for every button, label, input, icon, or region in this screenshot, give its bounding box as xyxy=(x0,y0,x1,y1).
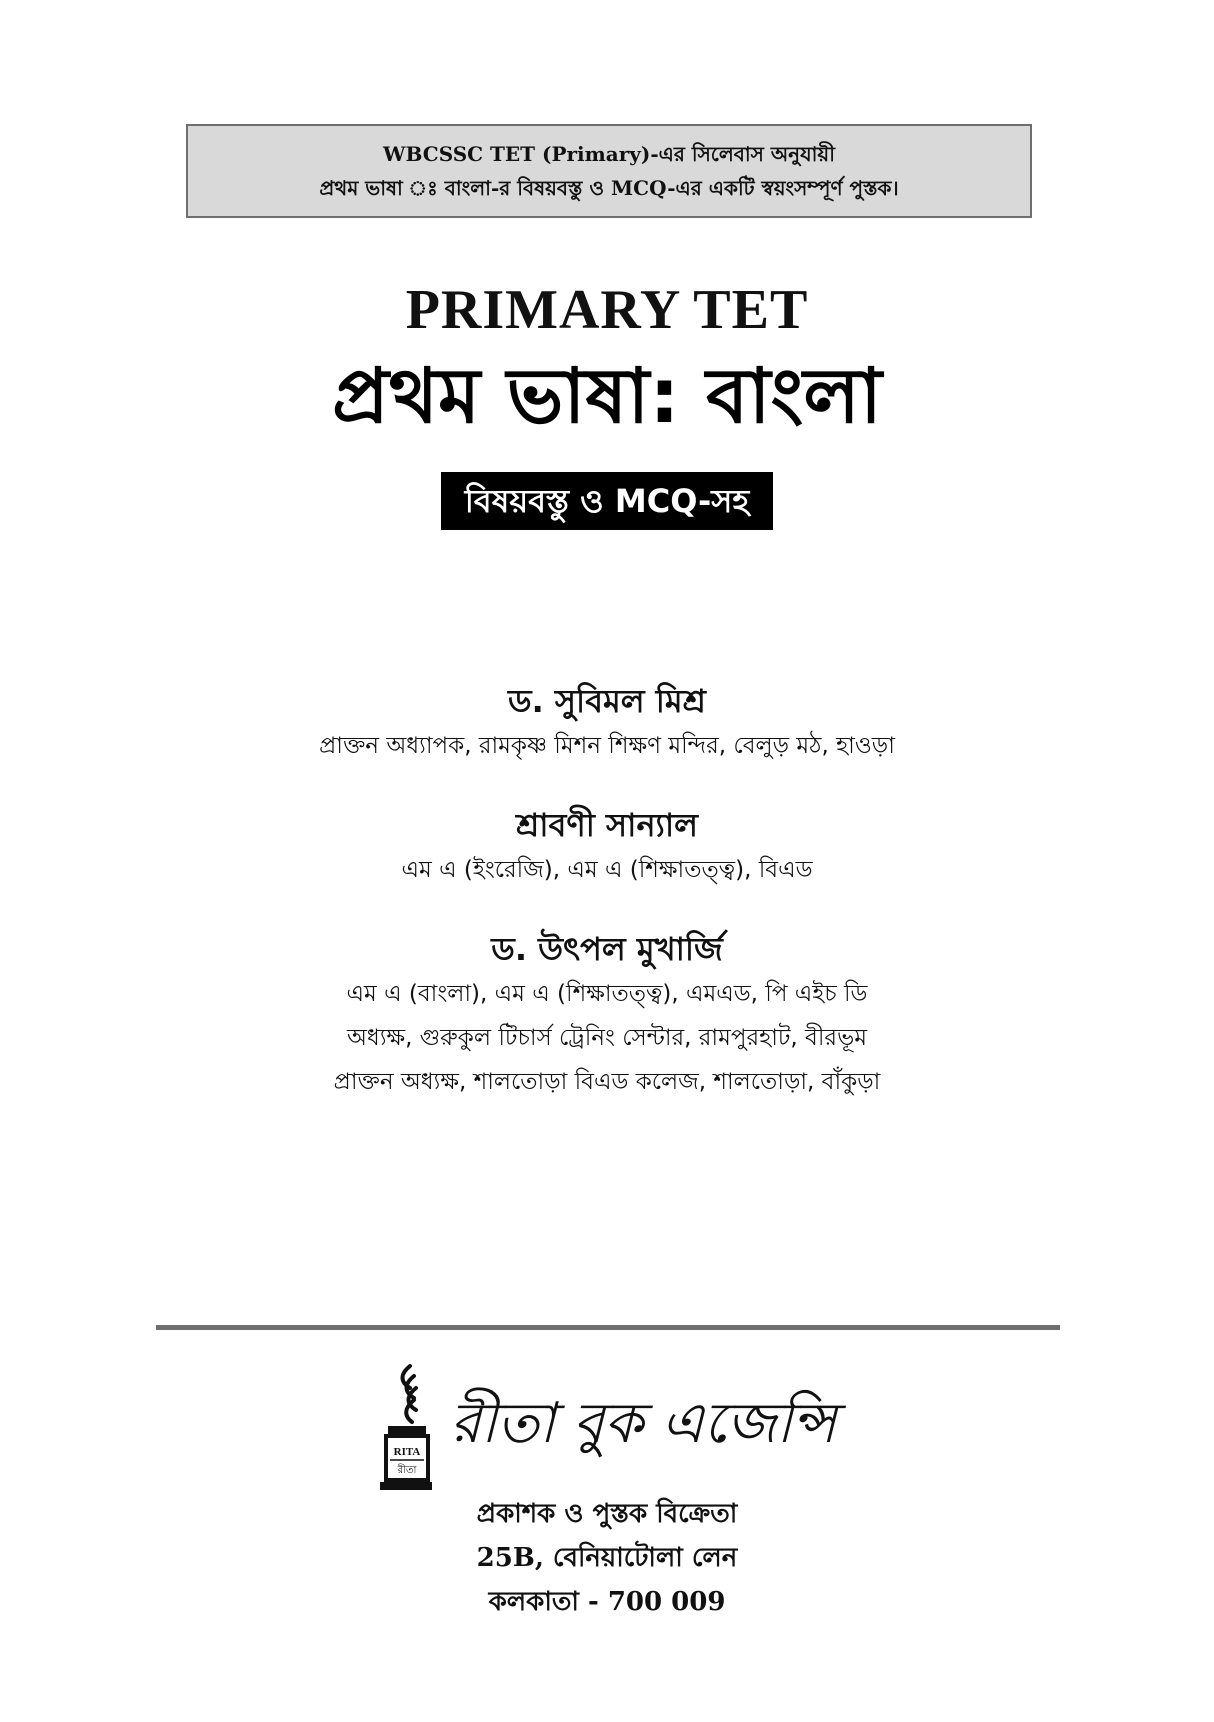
publisher-logo xyxy=(380,1362,840,1492)
author-block-2 xyxy=(0,802,1214,892)
logo-badge-top: RITA xyxy=(393,1446,421,1458)
publisher-address-line-1: 25B, বেনিয়াটোলা লেন xyxy=(476,1543,738,1573)
book-title-english: PRIMARY TET xyxy=(405,279,809,341)
section-divider xyxy=(156,1325,1060,1330)
author-detail: প্রাক্তন অধ্যাপক, রামকৃষ্ণ মিশন শিক্ষণ মন্দির, বেলুড় মঠ, হাওড়া xyxy=(319,733,895,759)
author-detail: প্রাক্তন অধ্যক্ষ, শালতোড়া বিএড কলেজ, শালতোড়া, বাঁকুড়া xyxy=(333,1069,881,1095)
book-title-bengali: প্রথম ভাষা: বাংলা xyxy=(332,351,882,440)
syllabus-info-line-1: WBCSSC TET (Primary)-এর সিলেবাস অনুযায়ী xyxy=(383,142,835,166)
author-detail: অধ্যক্ষ, গুরুকুল টিচার্স ট্রেনিং সেন্টার, রামপুরহাট, বীরভূম xyxy=(347,1025,867,1051)
publisher-address-line-2: কলকাতা - 700 009 xyxy=(488,1587,726,1617)
syllabus-info-line-2: প্রথম ভাষা ঃ বাংলা-র বিষয়বস্তু ও MCQ-এর একটি স্বয়ংসম্পূর্ণ পুস্তক। xyxy=(319,176,899,200)
logo-badge-bottom: রীতা xyxy=(397,1465,417,1476)
author-detail: এম এ (বাংলা), এম এ (শিক্ষাতত্ত্ব), এমএড, পি এইচ ডি xyxy=(346,981,868,1007)
publisher-role: প্রকাশক ও পুস্তক বিক্রেতা xyxy=(476,1499,738,1529)
author-name: শ্রাবণী সান্যাল xyxy=(516,806,698,844)
syllabus-info-box xyxy=(186,124,1032,218)
author-block-1 xyxy=(0,678,1214,768)
author-block-3 xyxy=(0,926,1214,1104)
subtitle-badge: বিষয়বস্তু ও MCQ-সহ xyxy=(441,472,773,530)
publisher-emblem-icon xyxy=(380,1362,432,1492)
author-detail: এম এ (ইংরেজি), এম এ (শিক্ষাতত্ত্ব), বিএড xyxy=(401,857,813,883)
subtitle-badge-wrapper xyxy=(0,472,1214,530)
author-name: ড. উৎপল মুখার্জি xyxy=(491,930,723,968)
author-name: ড. সুবিমল মিশ্র xyxy=(508,682,706,720)
publisher-info xyxy=(0,1492,1214,1624)
publisher-logo-name: রীতা বুক এজেন্সি xyxy=(450,1391,837,1456)
